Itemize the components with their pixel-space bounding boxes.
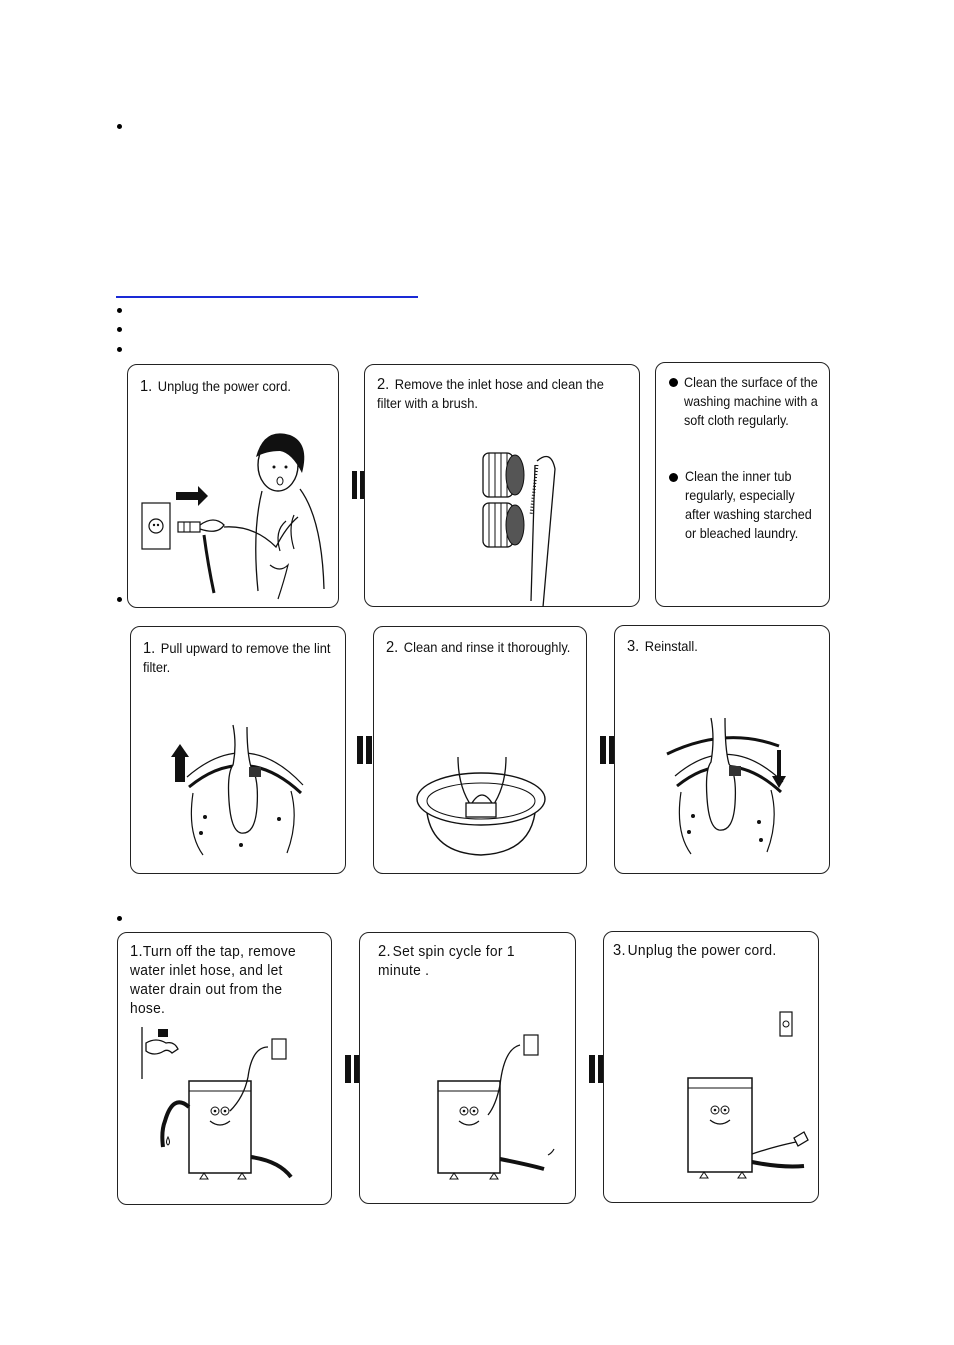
step-label: Remove the inlet hose and clean the filter with a brush. bbox=[377, 376, 604, 411]
panel-drain-hose bbox=[117, 932, 332, 1205]
unplug-illustration bbox=[128, 365, 340, 609]
step-number: 1. bbox=[143, 640, 156, 657]
bullet-5 bbox=[117, 597, 122, 602]
reinstall-filter-illustration bbox=[615, 626, 831, 875]
step-number: 2. bbox=[377, 376, 390, 393]
step-label: Set spin cycle for 1 minute . bbox=[378, 943, 515, 979]
panel-reinstall-filter bbox=[614, 625, 830, 874]
panel-clean-filter bbox=[364, 364, 640, 607]
step-label: Unplug the power cord. bbox=[157, 378, 291, 394]
bullet-2 bbox=[117, 308, 122, 313]
step-number: 1. bbox=[130, 943, 143, 960]
rinse-basin-illustration bbox=[374, 627, 588, 875]
note-dot-2 bbox=[669, 473, 678, 482]
bullet-1 bbox=[117, 124, 122, 129]
note-clean-surface: Clean the surface of the washing machine with a soft cloth regularly. bbox=[684, 374, 818, 428]
step-number: 3. bbox=[613, 942, 626, 959]
spin-cycle-illustration bbox=[360, 933, 577, 1205]
panel-unplug-cord bbox=[127, 364, 339, 608]
drain-hose-illustration bbox=[118, 933, 333, 1206]
panel-unplug-after-spin bbox=[603, 931, 819, 1203]
panel-remove-lint-filter bbox=[130, 626, 346, 874]
note-dot-1 bbox=[669, 378, 678, 387]
filter-brush-illustration bbox=[365, 365, 641, 608]
link-underline[interactable] bbox=[116, 296, 418, 298]
step-number: 3. bbox=[627, 638, 640, 655]
panel-spin-cycle bbox=[359, 932, 576, 1204]
step-number: 2. bbox=[378, 943, 391, 960]
bullet-6 bbox=[117, 916, 122, 921]
pull-filter-illustration bbox=[131, 627, 347, 875]
unplugged-machine-illustration bbox=[604, 932, 820, 1204]
step-label: Turn off the tap, remove water inlet hose, and let water drain out from the hose. bbox=[130, 943, 296, 1017]
step-label: Unplug the power cord. bbox=[627, 942, 777, 959]
step-number: 1. bbox=[140, 378, 153, 395]
note-clean-inner-tub: Clean the inner tub regularly, especially after washing starched or bleached laundry. bbox=[685, 468, 812, 541]
bullet-3 bbox=[117, 327, 122, 332]
bullet-4 bbox=[117, 347, 122, 352]
step-label: Clean and rinse it thoroughly. bbox=[403, 639, 571, 655]
step-number: 2. bbox=[386, 639, 399, 656]
step-label: Reinstall. bbox=[644, 638, 698, 654]
panel-care-notes bbox=[655, 362, 830, 607]
panel-rinse-filter bbox=[373, 626, 587, 874]
step-label: Pull upward to remove the lint filter. bbox=[143, 640, 331, 675]
